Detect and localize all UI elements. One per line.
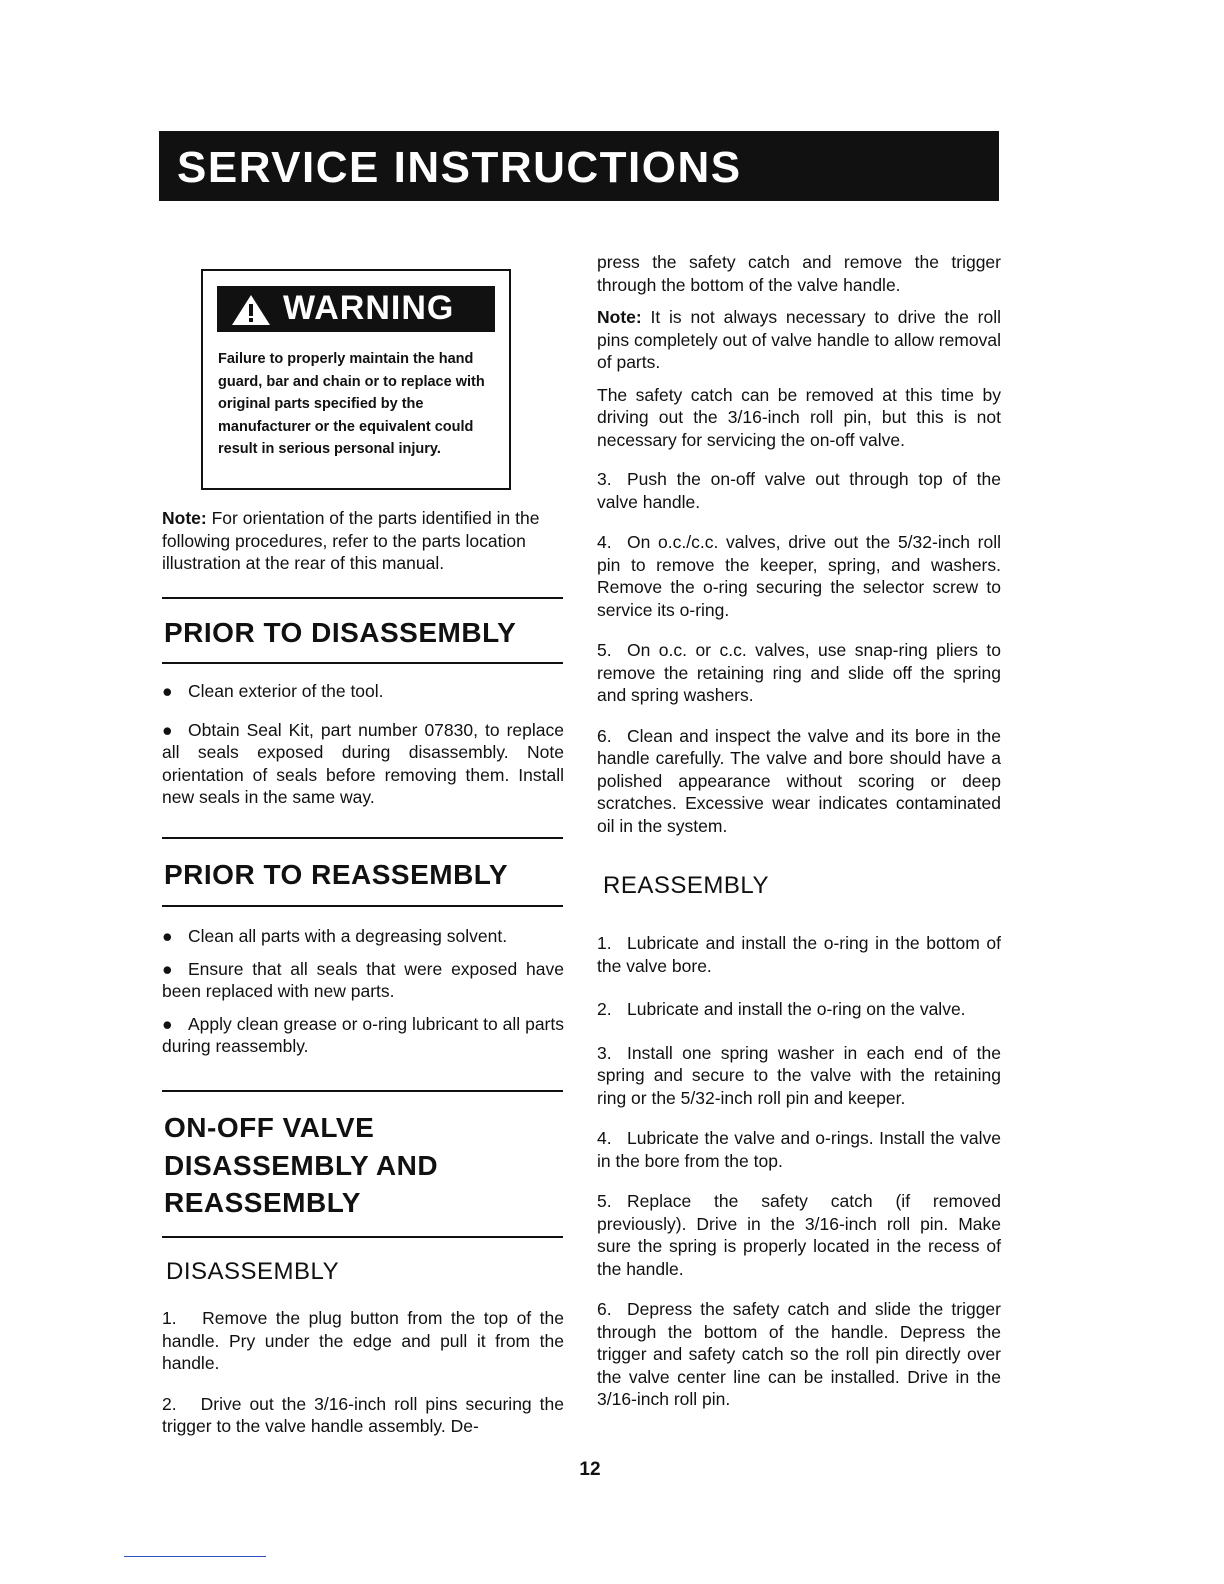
disassembly-note: Note: It is not always necessary to drive the roll pins completely out of valve handle to allow removal of parts.: [597, 307, 1001, 372]
section-divider: [162, 1236, 563, 1238]
disassembly-steps-left: [162, 1307, 564, 1438]
warning-title: WARNING: [283, 289, 455, 327]
reassembly-heading: REASSEMBLY: [603, 872, 769, 899]
page-number: 12: [579, 1459, 601, 1480]
prior-reassembly-list: [162, 925, 564, 1058]
section-divider: [162, 662, 563, 664]
step-item: 6. Clean and inspect the valve and its bore in the handle carefully. The valve and bore should have a polished appearance without scoring or deep scratches. Excessive wear indicates contaminated oil in the system.: [597, 725, 1001, 836]
list-item: ● Clean exterior of the tool.: [162, 681, 384, 701]
onoff-heading-line1: ON-OFF VALVE: [164, 1112, 375, 1143]
step-item: 3. Install one spring washer in each end of the spring and secure to the valve with the retaining ring or the 5/32-inch roll pin and keeper.: [597, 1042, 1001, 1108]
onoff-heading-line2: DISASSEMBLY AND: [164, 1150, 439, 1181]
step-item: 5. On o.c. or c.c. valves, use snap-ring pliers to remove the retaining ring and slide off the spring and spring washers.: [597, 640, 1001, 705]
list-item: ● Clean all parts with a degreasing solvent.: [162, 926, 508, 946]
disassembly-heading: DISASSEMBLY: [166, 1258, 340, 1285]
section-divider: [162, 1090, 563, 1092]
step-continuation: press the safety catch and remove the trigger through the bottom of the valve handle.: [597, 252, 1001, 295]
prior-reassembly-heading: PRIOR TO REASSEMBLY: [164, 859, 509, 890]
onoff-heading-line3: REASSEMBLY: [164, 1187, 361, 1218]
bullet-icon: ●: [162, 1013, 173, 1034]
list-item: ● Apply clean grease or o-ring lubricant to all parts during reassembly.: [162, 1013, 564, 1056]
warning-triangle-icon: [231, 294, 271, 326]
warning-header: [217, 286, 495, 332]
step-item: 1. Lubricate and install the o-ring in the bottom of the valve bore.: [597, 933, 1001, 976]
section-divider: [162, 905, 563, 907]
page-title: SERVICE INSTRUCTIONS: [177, 143, 742, 192]
list-item: ● Ensure that all seals that were exposed have been replaced with new parts.: [162, 958, 564, 1001]
footer-line: [124, 1556, 266, 1557]
step-item: 2. Drive out the 3/16-inch roll pins securing the trigger to the valve handle assembly. De-: [162, 1393, 564, 1436]
section-divider: [162, 837, 563, 839]
step-item: 4. Lubricate the valve and o-rings. Install the valve in the bore from the top.: [597, 1128, 1001, 1171]
disassembly-continued: [597, 251, 1001, 451]
orientation-note: [162, 507, 564, 575]
safety-catch-text: The safety catch can be removed at this time by driving out the 3/16-inch roll pin, but this is not necessary for servicing the on-off valve.: [597, 384, 1001, 450]
reassembly-steps: [597, 932, 1001, 1411]
list-item: ● Obtain Seal Kit, part number 07830, to replace all seals exposed during disassembly. Note orientation of seals before removing them. Install new seals in the same way.: [162, 719, 564, 807]
step-item: 6. Depress the safety catch and slide the trigger through the bottom of the handle. Depress the trigger and safety catch so the roll pin directly over the valve center line can be installed. Drive in the 3/16-inch roll pin.: [597, 1299, 1001, 1409]
prior-disassembly-list: [162, 680, 564, 809]
step-item: 3. Push the on-off valve out through top of the valve handle.: [597, 469, 1001, 512]
step-item: 2. Lubricate and install the o-ring on the valve.: [597, 999, 966, 1019]
warning-box: [201, 269, 511, 490]
page-title-banner: [159, 131, 999, 201]
disassembly-steps-right: [597, 468, 1001, 837]
section-divider: [162, 597, 563, 599]
note-label: Note:: [162, 508, 207, 528]
bullet-icon: ●: [162, 958, 173, 979]
bullet-icon: ●: [162, 926, 173, 946]
warning-text: Failure to properly maintain the hand guard, bar and chain or to replace with original parts specified by the manufacturer or the equivalent could result in serious personal injury.: [218, 351, 485, 457]
bullet-icon: ●: [162, 719, 173, 740]
step-item: 5. Replace the safety catch (if removed previously). Drive in the 3/16-inch roll pin. Make sure the spring is properly located in the recess of the handle.: [597, 1191, 1001, 1279]
prior-disassembly-heading: PRIOR TO DISASSEMBLY: [164, 617, 517, 648]
step-item: 4. On o.c./c.c. valves, drive out the 5/32-inch roll pin to remove the keeper, spring, and washers. Remove the o-ring securing the selector screw to service its o-ring.: [597, 532, 1001, 620]
bullet-icon: ●: [162, 681, 173, 701]
step-item: 1. Remove the plug button from the top of the handle. Pry under the edge and pull it from the handle.: [162, 1308, 564, 1373]
note-text: For orientation of the parts identified in the following procedures, refer to the parts location illustration at the rear of this manual.: [162, 508, 540, 573]
